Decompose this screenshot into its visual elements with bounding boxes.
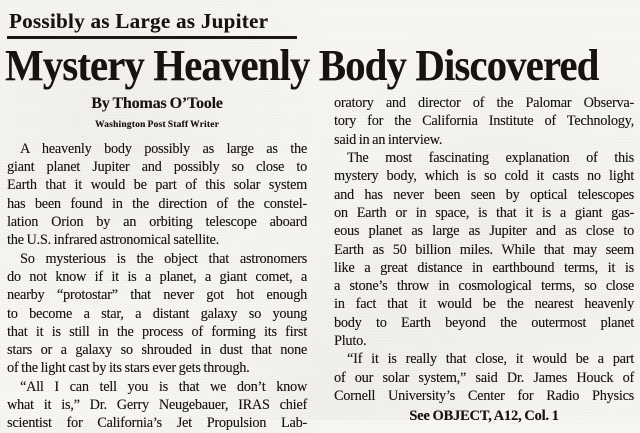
body-line: “All I can tell you is that we don’t know	[20, 378, 307, 395]
body-line: tory for the California Institute of Technology,	[334, 113, 634, 130]
body-line: The most fascinating explanation of this	[347, 150, 634, 167]
left-column-text	[7, 140, 307, 433]
body-line: Pluto.	[334, 333, 367, 350]
body-line: the U.S. infrared astronomical satellite.	[7, 232, 219, 249]
body-line: of our solar system,” said Dr. James Houck of	[334, 369, 634, 386]
body-line: Earth that it would be part of this solar system	[7, 177, 307, 194]
kicker-text: Possibly as Large as Jupiter	[7, 9, 297, 39]
body-line: what it is,” Dr. Gerry Neugebauer, IRAS chief	[7, 397, 307, 414]
body-line: “If it is really that close, it would be a part	[347, 351, 634, 368]
kicker	[7, 9, 640, 39]
body-line: A heavenly body possibly as large as the	[20, 140, 307, 157]
body-line: has been found in the direction of the constel-	[7, 195, 307, 212]
body-line: like a great distance in earthbound terms, it is	[334, 259, 634, 276]
body-paragraph	[7, 250, 307, 378]
body-line: and has never been seen by optical telescopes	[334, 186, 634, 203]
right-column-text	[334, 94, 634, 405]
article-body	[0, 94, 640, 432]
body-line: of the light cast by its stars ever gets through.	[7, 360, 250, 377]
body-line: in fact that it would be the nearest heavenly	[334, 296, 634, 313]
body-line: a stone’s throw in cosmological terms, so close	[334, 278, 634, 295]
body-paragraph	[334, 94, 634, 149]
body-line: that it is still in the process of forming its first	[7, 323, 307, 340]
body-line: on Earth or in space, is that it is a giant gas-	[334, 204, 634, 221]
body-line: So mysterious is the object that astronomers	[20, 250, 307, 267]
left-column	[7, 94, 307, 432]
body-paragraph	[334, 149, 634, 350]
byline-block	[7, 94, 307, 134]
body-line: scientist for California’s Jet Propulsion Lab-	[7, 415, 307, 432]
headline: Mystery Heavenly Body Discovered	[5, 41, 599, 90]
byline-affiliation: Washington Post Staff Writer	[94, 119, 220, 130]
body-line: giant planet Jupiter and possibly so close to	[7, 159, 307, 176]
body-paragraph	[334, 350, 634, 405]
body-paragraph	[7, 140, 307, 250]
body-line: stars or a galaxy so shrouded in dust that none	[7, 342, 307, 359]
body-line: body to Earth beyond the outermost planet	[334, 314, 634, 331]
continuation-notice: See OBJECT, A12, Col. 1	[409, 408, 559, 425]
body-line: mystery body, which is so cold it casts no light	[334, 168, 634, 185]
body-line: nearby “protostar” that never got hot enough	[7, 287, 307, 304]
body-line: do not know if it is a planet, a giant comet, a	[7, 268, 307, 285]
body-line: Earth as 50 billion miles. While that may seem	[334, 241, 634, 258]
body-line: lation Orion by an orbiting telescope aboard	[7, 214, 307, 231]
body-line: to become a star, a distant galaxy so young	[7, 305, 307, 322]
byline-author: By Thomas O’Toole	[91, 95, 223, 113]
body-line: said in an interview.	[334, 131, 443, 148]
right-column	[334, 94, 634, 432]
body-line: eous planet as large as Jupiter and as close to	[334, 223, 634, 240]
body-paragraph	[7, 378, 307, 433]
body-line: Cornell University’s Center for Radio Physics	[334, 387, 634, 404]
body-line: oratory and director of the Palomar Observa-	[334, 95, 634, 112]
